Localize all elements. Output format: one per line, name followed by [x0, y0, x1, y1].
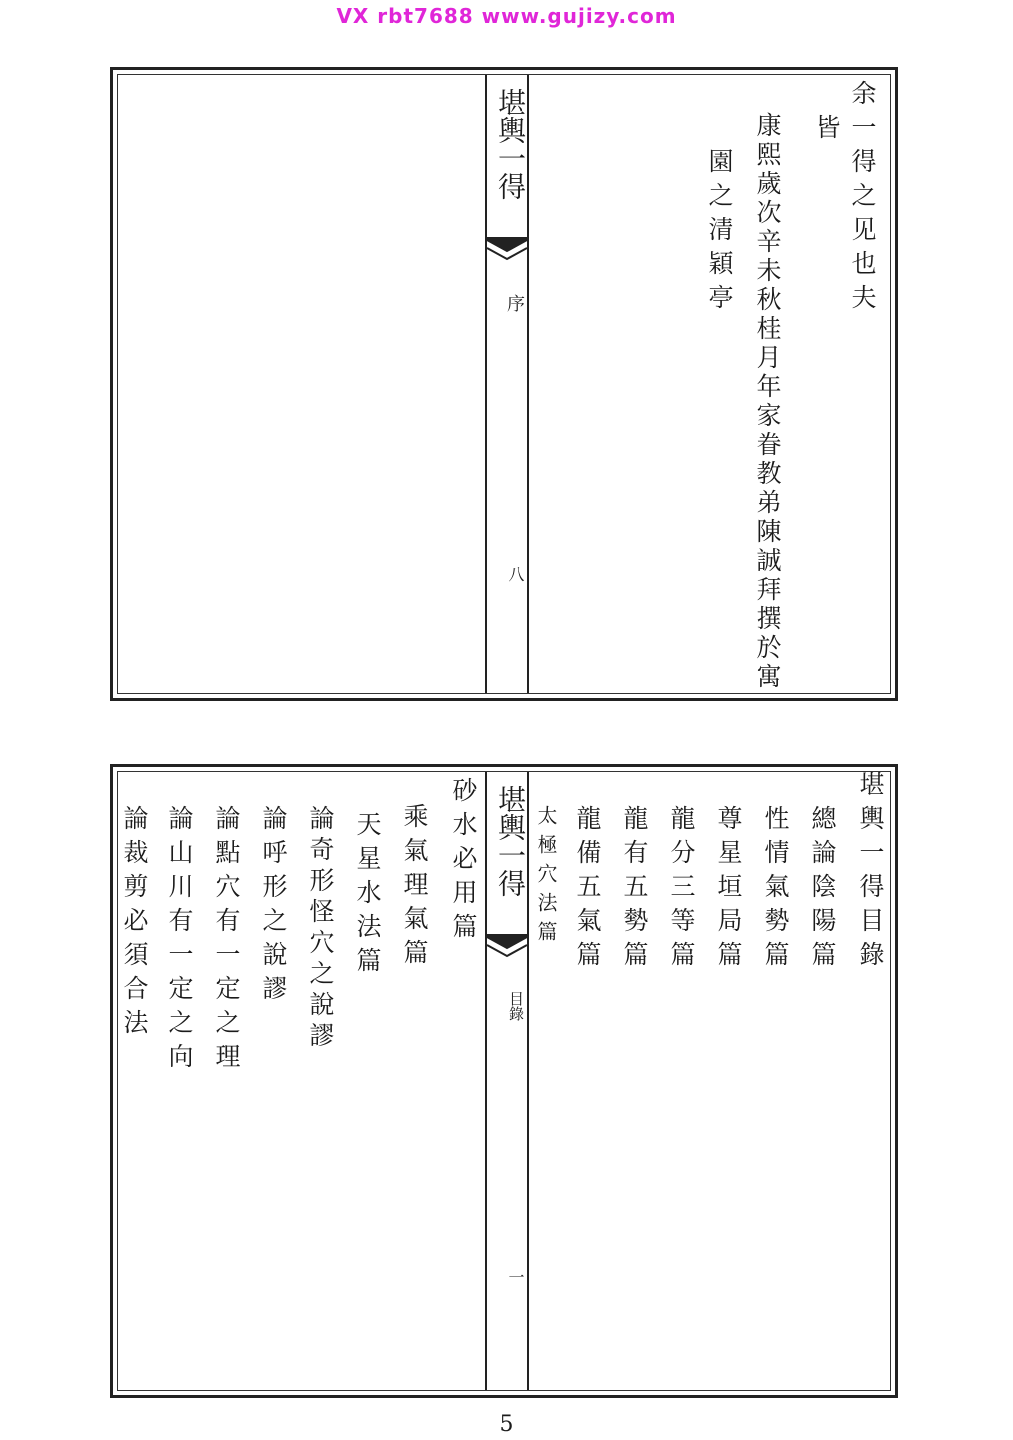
top-spine-section: 序 [504, 294, 525, 312]
bottom-page-frame [110, 764, 898, 1398]
toc-item: 論呼形之說謬 [259, 805, 288, 1009]
bottom-spine-folio: 一 [506, 1269, 525, 1285]
top-spine-folio: 八 [506, 566, 525, 582]
toc-item: 論裁剪必須合法 [120, 805, 149, 1043]
fish-tail-icon [486, 237, 528, 265]
fish-tail-icon [486, 934, 528, 962]
toc-item: 龍分三等篇 [667, 805, 696, 975]
toc-title: 堪輿一得目錄 [856, 771, 885, 975]
toc-item: 砂水必用篇 [449, 777, 478, 947]
toc-item: 乘氣理氣篇 [400, 803, 429, 973]
toc-item: 太極穴法篇 [534, 805, 558, 950]
toc-item: 論點穴有一定之理 [212, 805, 241, 1077]
toc-item: 龍有五勢篇 [620, 805, 649, 975]
bottom-spine-title: 堪輿一得 [494, 785, 527, 897]
watermark: VX rbt7688 www.gujizy.com [336, 4, 677, 28]
preface-column-2: 皆 [812, 114, 841, 148]
toc-item: 尊星垣局篇 [714, 805, 743, 975]
preface-column-1: 余一得之见也夫 [848, 80, 877, 318]
top-page-frame [110, 67, 898, 701]
bottom-spine [485, 771, 529, 1391]
top-spine [485, 74, 529, 694]
preface-column-4: 園之清穎亭 [705, 148, 734, 318]
page-number: 5 [499, 1412, 514, 1437]
toc-item: 論奇形怪穴之說謬 [306, 805, 335, 1053]
toc-item: 性情氣勢篇 [761, 805, 790, 975]
toc-item: 龍備五氣篇 [573, 805, 602, 975]
toc-item: 總論陰陽篇 [808, 805, 837, 975]
top-spine-title: 堪輿一得 [494, 88, 527, 200]
toc-item: 論山川有一定之向 [165, 805, 194, 1077]
toc-item: 天星水法篇 [353, 811, 382, 981]
bottom-spine-section: 目錄 [507, 991, 525, 1021]
preface-column-3: 康熙歲次辛未秋桂月年家眷教弟陳誠拜撰於寓 [753, 112, 782, 692]
